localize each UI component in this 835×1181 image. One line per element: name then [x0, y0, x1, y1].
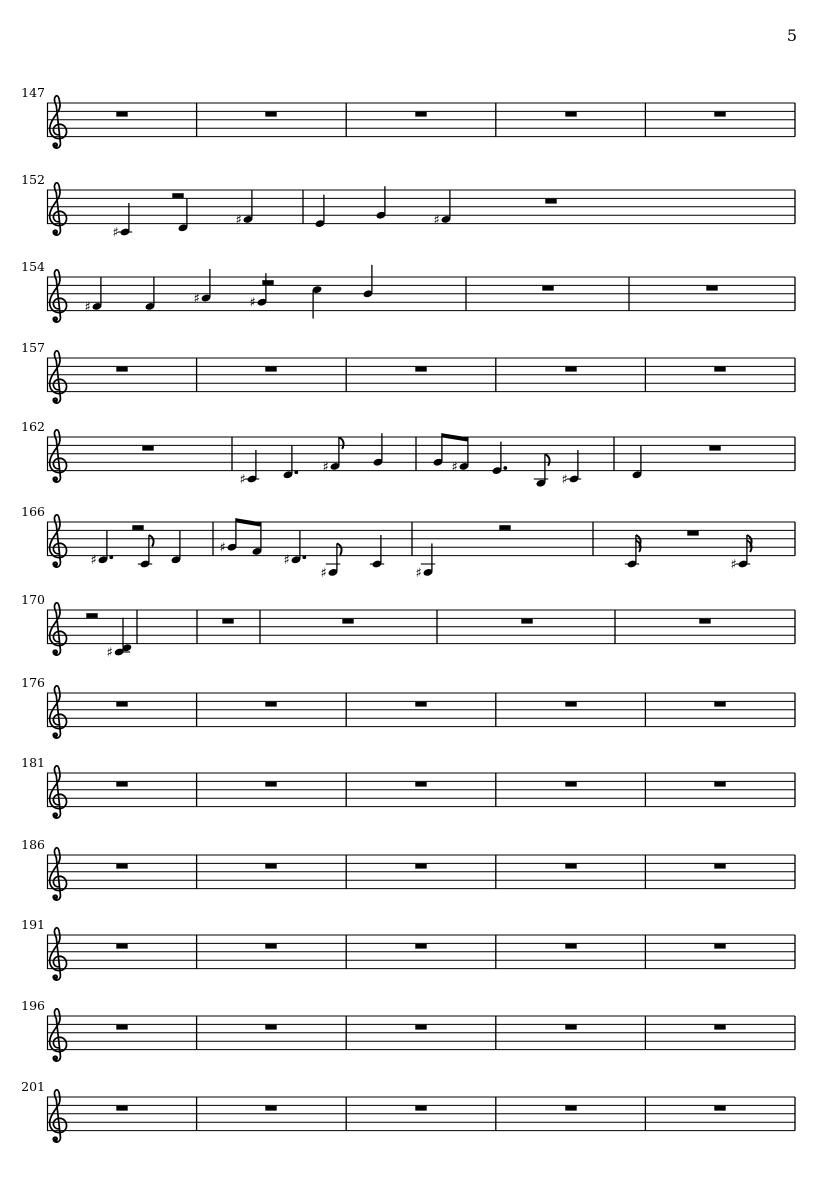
- whole-rest: [116, 782, 127, 787]
- treble-clef-icon: [50, 603, 67, 655]
- augmentation-dot: [503, 466, 507, 470]
- measure-number: 186: [21, 837, 45, 852]
- whole-rest: [415, 782, 426, 787]
- augmentation-dot: [109, 555, 113, 559]
- whole-rest: [542, 286, 553, 291]
- whole-rest: [565, 1106, 576, 1111]
- clef-ball: [53, 563, 57, 567]
- sharp-accidental: ♯: [90, 553, 97, 569]
- treble-clef-icon: [50, 686, 67, 738]
- whole-rest: [565, 112, 576, 117]
- whole-rest: [265, 1025, 276, 1030]
- staff-system-176: [21, 675, 795, 738]
- measure-number: 170: [21, 592, 45, 607]
- whole-rest: [545, 199, 556, 204]
- staff-system-154: [21, 259, 795, 322]
- whole-rest: [565, 782, 576, 787]
- treble-clef-icon: [50, 1009, 67, 1061]
- clef-ball: [53, 896, 57, 900]
- whole-rest: [415, 367, 426, 372]
- measure-number: 176: [21, 675, 45, 690]
- whole-rest: [709, 446, 720, 451]
- sharp-accidental: ♯: [561, 472, 568, 488]
- whole-rest: [265, 112, 276, 117]
- whole-rest: [265, 782, 276, 787]
- sharp-accidental: ♯: [193, 291, 200, 307]
- clef-ball: [53, 144, 57, 148]
- sharp-accidental: ♯: [451, 459, 458, 475]
- eighth-flag: [545, 454, 550, 466]
- sixteenth-flag: [747, 541, 752, 553]
- whole-rest: [265, 367, 276, 372]
- sharp-accidental: ♯: [84, 299, 91, 315]
- whole-rest: [714, 782, 725, 787]
- sharp-accidental: ♯: [112, 225, 119, 241]
- whole-rest: [714, 1106, 725, 1111]
- whole-rest: [714, 944, 725, 949]
- measure-number: 196: [21, 998, 45, 1013]
- staff-system-152: [21, 172, 795, 240]
- treble-clef-icon: [50, 928, 67, 980]
- whole-rest: [714, 367, 725, 372]
- sharp-accidental: ♯: [283, 553, 290, 569]
- whole-rest: [565, 367, 576, 372]
- whole-rest: [565, 702, 576, 707]
- clef-ball: [53, 814, 57, 818]
- measure-number: 147: [21, 85, 45, 100]
- measure-number: 157: [21, 340, 45, 355]
- clef-ball: [53, 651, 57, 655]
- measure-number: 162: [21, 419, 45, 434]
- measure-number: 191: [21, 917, 45, 932]
- eighth-flag: [337, 543, 342, 555]
- staff-system-157: [21, 340, 795, 403]
- whole-rest: [116, 1025, 127, 1030]
- whole-rest: [342, 619, 353, 624]
- whole-rest: [222, 619, 233, 624]
- measure-number: 166: [21, 504, 45, 519]
- staff-system-170: [21, 592, 795, 660]
- sharp-accidental: ♯: [322, 459, 329, 475]
- beam: [236, 518, 261, 526]
- measure-number: 152: [21, 172, 45, 187]
- clef-ball: [53, 478, 57, 482]
- whole-rest: [415, 112, 426, 117]
- clef-ball: [53, 399, 57, 403]
- whole-rest: [565, 864, 576, 869]
- whole-rest: [116, 864, 127, 869]
- whole-rest: [699, 619, 710, 624]
- sharp-accidental: ♯: [219, 540, 226, 556]
- half-rest: [262, 280, 273, 285]
- clef-ball: [53, 976, 57, 980]
- measure-number: 154: [21, 259, 45, 274]
- staff-system-166: [21, 504, 795, 581]
- staff-system-147: [21, 85, 795, 148]
- whole-rest: [116, 112, 127, 117]
- whole-rest: [714, 112, 725, 117]
- whole-rest: [714, 702, 725, 707]
- clef-ball: [53, 734, 57, 738]
- whole-rest: [565, 944, 576, 949]
- half-rest: [172, 193, 183, 198]
- sharp-accidental: ♯: [106, 645, 113, 661]
- sixteenth-flag: [636, 541, 641, 553]
- staff-system-191: [21, 917, 795, 980]
- clef-ball: [53, 318, 57, 322]
- measure-number: 201: [21, 1079, 45, 1094]
- whole-rest: [265, 944, 276, 949]
- eighth-flag: [149, 535, 154, 547]
- page-number: 5: [786, 26, 797, 45]
- whole-rest: [714, 864, 725, 869]
- whole-rest: [687, 531, 698, 536]
- sharp-accidental: ♯: [249, 295, 256, 311]
- half-rest: [499, 525, 510, 530]
- treble-clef-icon: [50, 766, 67, 818]
- sharp-accidental: ♯: [235, 212, 242, 228]
- clef-ball: [53, 231, 57, 235]
- whole-rest: [521, 619, 532, 624]
- sharp-accidental: ♯: [730, 557, 737, 573]
- staff-system-162: [21, 419, 795, 488]
- measure-number: 181: [21, 755, 45, 770]
- augmentation-dot: [302, 555, 306, 559]
- whole-rest: [415, 1106, 426, 1111]
- sharp-accidental: ♯: [239, 472, 246, 488]
- sharp-accidental: ♯: [320, 565, 327, 581]
- staff-system-181: [21, 755, 795, 818]
- whole-rest: [265, 1106, 276, 1111]
- treble-clef-icon: [50, 848, 67, 900]
- half-rest: [132, 525, 143, 530]
- treble-clef-icon: [50, 515, 67, 567]
- whole-rest: [265, 864, 276, 869]
- whole-rest: [116, 944, 127, 949]
- whole-rest: [116, 367, 127, 372]
- sharp-accidental: ♯: [433, 212, 440, 228]
- treble-clef-icon: [50, 351, 67, 403]
- whole-rest: [116, 1106, 127, 1111]
- whole-rest: [142, 446, 153, 451]
- whole-rest: [415, 702, 426, 707]
- treble-clef-icon: [50, 96, 67, 148]
- whole-rest: [116, 702, 127, 707]
- staff-system-201: [21, 1079, 795, 1142]
- eighth-flag: [339, 437, 344, 449]
- clef-ball: [53, 1138, 57, 1142]
- staff-system-186: [21, 837, 795, 900]
- clef-ball: [53, 1057, 57, 1061]
- half-rest: [86, 613, 97, 618]
- whole-rest: [706, 286, 717, 291]
- whole-rest: [415, 944, 426, 949]
- whole-rest: [415, 864, 426, 869]
- whole-rest: [565, 1025, 576, 1030]
- whole-rest: [415, 1025, 426, 1030]
- whole-rest: [714, 1025, 725, 1030]
- treble-clef-icon: [50, 430, 67, 482]
- treble-clef-icon: [50, 1090, 67, 1142]
- treble-clef-icon: [50, 270, 67, 322]
- augmentation-dot: [294, 470, 298, 474]
- sharp-accidental: ♯: [415, 565, 422, 581]
- beam: [442, 433, 468, 441]
- staff-system-196: [21, 998, 795, 1061]
- whole-rest: [265, 702, 276, 707]
- treble-clef-icon: [50, 183, 67, 235]
